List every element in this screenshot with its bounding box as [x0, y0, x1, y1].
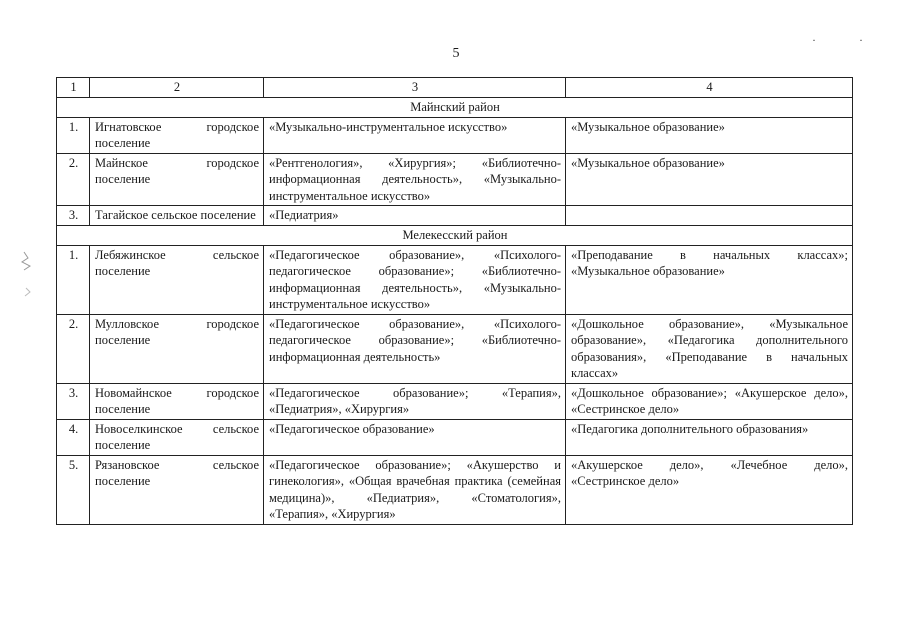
programs-cell: «Дошкольное образование»; «Акушерское дело», «Сестринское дело»	[566, 383, 853, 419]
district-name: Майнский район	[57, 97, 853, 117]
settlement-name: Майнское городское поселение	[90, 153, 264, 206]
row-number: 3.	[57, 383, 90, 419]
district-row	[57, 225, 853, 245]
programs-cell: «Музыкальное образование»	[566, 117, 853, 153]
programs-cell: «Музыкальное образование»	[566, 153, 853, 206]
table-row	[57, 314, 853, 383]
specialties-cell: «Педагогическое образование»; «Терапия», «Педиатрия», «Хирургия»	[264, 383, 566, 419]
header-cell: 1	[57, 78, 90, 98]
programs-cell	[566, 206, 853, 226]
header-cell: 2	[90, 78, 264, 98]
settlement-name: Игнатовское городское поселение	[90, 117, 264, 153]
specialties-cell: «Музыкально-инструментальное искусство»	[264, 117, 566, 153]
specialties-cell: «Рентгенология», «Хирургия»; «Библиотечно-информационная деятельность», «Музыкально-инструментальное искусство»	[264, 153, 566, 206]
page-number: 5	[452, 46, 460, 61]
row-number: 2.	[57, 153, 90, 206]
table-row	[57, 206, 853, 226]
header-cell: 3	[264, 78, 566, 98]
margin-scribble	[18, 248, 38, 308]
row-number: 2.	[57, 314, 90, 383]
settlement-name: Рязановское сельское поселение	[90, 455, 264, 524]
settlement-name: Лебяжинское сельское поселение	[90, 245, 264, 314]
specialties-cell: «Педагогическое образование»; «Акушерство и гинекология», «Общая врачебная практика (семейная медицина)», «Педиатрия», «Стоматология», «Терапия», «Хирургия»	[264, 455, 566, 524]
table-header-row	[57, 78, 853, 98]
specialties-cell: «Педагогическое образование», «Психолого-педагогическое образование»; «Библиотечно-информационная деятельность», «Музыкально-инструментальное искусство»	[264, 245, 566, 314]
settlement-name: Тагайское сельское поселение	[90, 206, 264, 226]
settlement-name: Новомайнское городское поселение	[90, 383, 264, 419]
table-row	[57, 383, 853, 419]
district-name: Мелекесский район	[57, 225, 853, 245]
specialties-cell: «Педагогическое образование», «Психолого-педагогическое образование»; «Библиотечно-информационная деятельность»	[264, 314, 566, 383]
settlements-table	[56, 77, 853, 525]
table-row	[57, 153, 853, 206]
row-number: 1.	[57, 117, 90, 153]
row-number: 3.	[57, 206, 90, 226]
settlement-name: Новоселкинское сельское поселение	[90, 419, 264, 455]
table-row	[57, 455, 853, 524]
row-number: 1.	[57, 245, 90, 314]
settlement-name: Мулловское городское поселение	[90, 314, 264, 383]
header-cell: 4	[566, 78, 853, 98]
specialties-cell: «Педиатрия»	[264, 206, 566, 226]
programs-cell: «Акушерское дело», «Лечебное дело», «Сестринское дело»	[566, 455, 853, 524]
table-row	[57, 245, 853, 314]
programs-cell: «Дошкольное образование», «Музыкальное образование», «Педагогика дополнительного образования», «Преподавание в начальных классах»	[566, 314, 853, 383]
corner-scan-marks: · ·	[812, 33, 883, 47]
district-row	[57, 97, 853, 117]
table-row	[57, 117, 853, 153]
programs-cell: «Педагогика дополнительного образования»	[566, 419, 853, 455]
specialties-cell: «Педагогическое образование»	[264, 419, 566, 455]
row-number: 4.	[57, 419, 90, 455]
programs-cell: «Преподавание в начальных классах»; «Музыкальное образование»	[566, 245, 853, 314]
table-row	[57, 419, 853, 455]
row-number: 5.	[57, 455, 90, 524]
